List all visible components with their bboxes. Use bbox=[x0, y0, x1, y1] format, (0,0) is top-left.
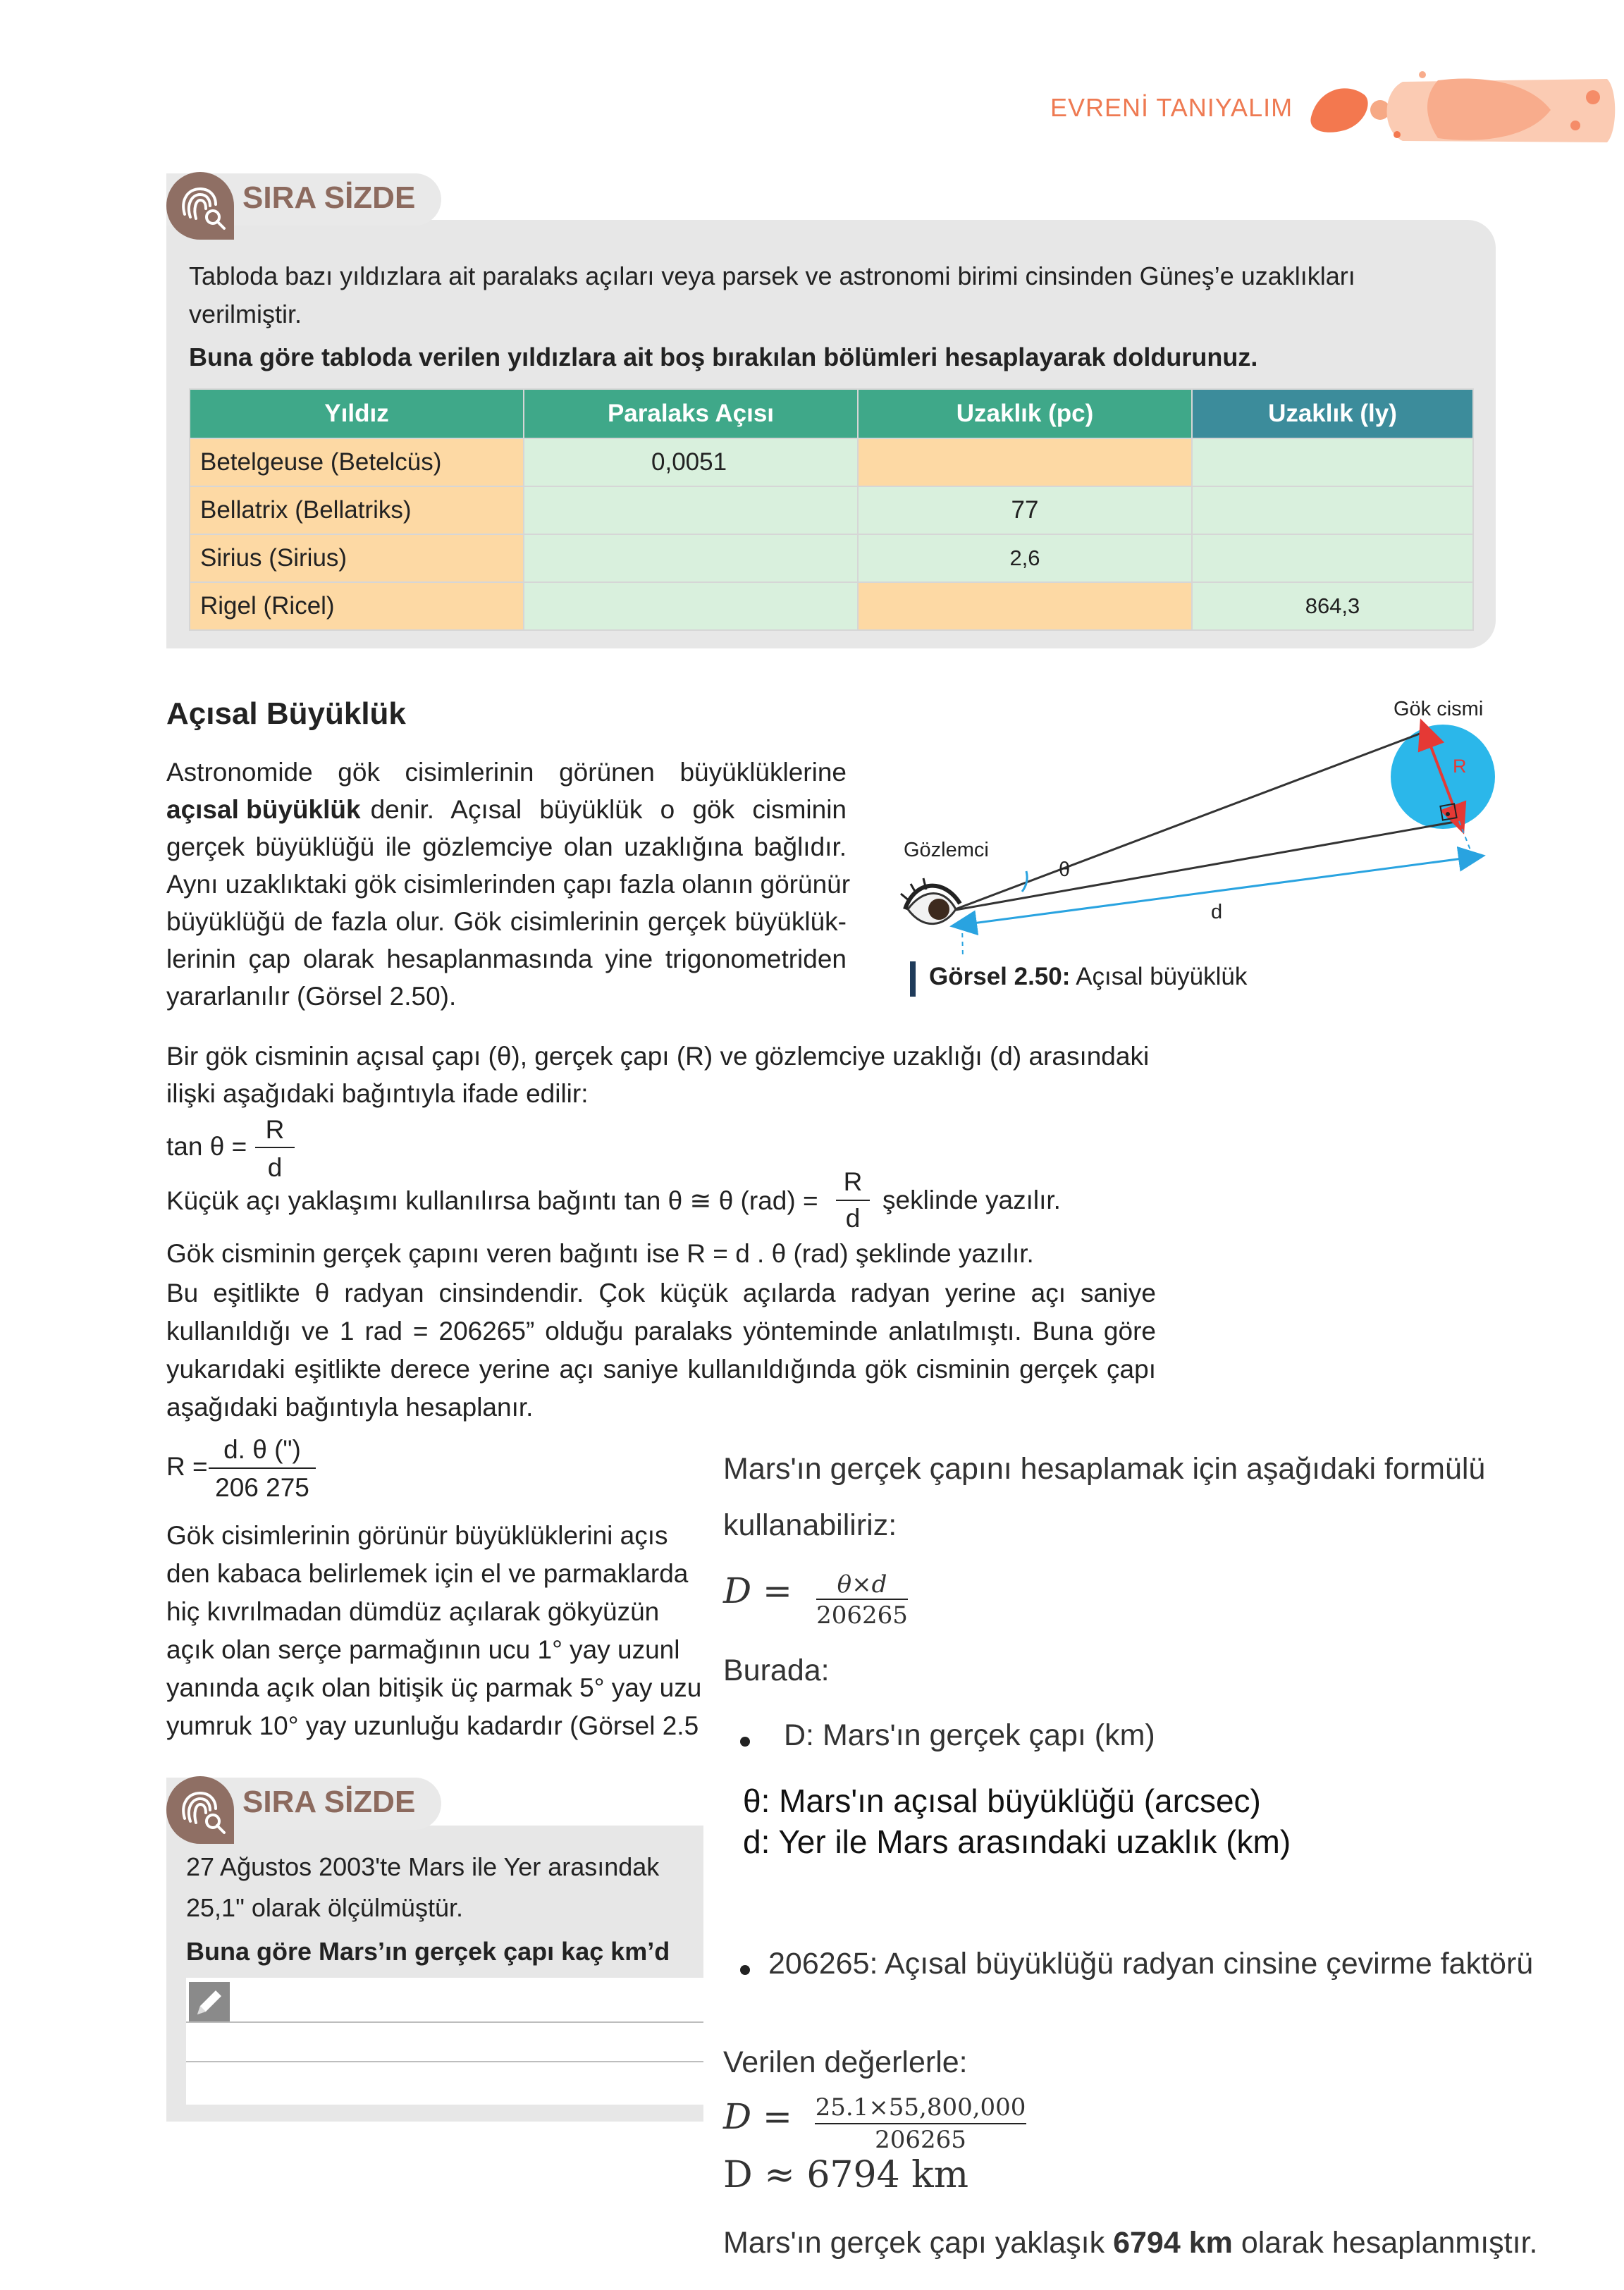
frac-denominator: d bbox=[845, 1204, 861, 1233]
frac-denominator: d bbox=[267, 1153, 283, 1182]
text-line: den kabaca belirlemek için el ve parmaklarda bbox=[166, 1559, 689, 1588]
formula-numerator: θ×d bbox=[837, 1570, 887, 1599]
text-line: Astronomide gök cisimlerinin görünen büyüklüklerine bbox=[166, 758, 847, 787]
formula-lhs: D = bbox=[723, 1570, 792, 1611]
table-header-cell: Uzaklık (ly) bbox=[1192, 389, 1473, 438]
formula-prefix: tan θ = bbox=[166, 1132, 247, 1161]
label-radius: R bbox=[1453, 756, 1467, 777]
label-object: Gök cismi bbox=[1394, 698, 1484, 720]
text-line: gerçek büyüklüğü ile gözlemciye olan uzaklığına bağlıdır. bbox=[166, 832, 847, 861]
fingerprint-icon bbox=[166, 1776, 234, 1844]
table-cell bbox=[858, 438, 1192, 486]
eye-icon bbox=[901, 878, 960, 924]
table-cell: 864,3 bbox=[1192, 582, 1473, 630]
caption-bar bbox=[910, 961, 916, 997]
text-line: lerinin çap olarak hesaplanmasında yine trigonometriden bbox=[166, 944, 847, 973]
table-cell bbox=[1192, 438, 1473, 486]
text-line: aşağıdaki bağıntıyla hesaplanır. bbox=[166, 1393, 534, 1422]
text-line: yukarıdaki eşitlikte derece yerine açı saniye kullanıldığında gök cisminin gerçek çapı bbox=[166, 1355, 1156, 1384]
bold-term: açısal büyüklük bbox=[166, 795, 361, 824]
table-cell: 77 bbox=[858, 486, 1192, 534]
table-cell: Rigel (Ricel) bbox=[190, 582, 524, 630]
fraction-bar bbox=[209, 1467, 316, 1469]
formula-prefix: R = bbox=[166, 1452, 208, 1481]
activity-line1: 27 Ağustos 2003'te Mars ile Yer arasındak bbox=[186, 1852, 660, 1881]
overlay-bullet1: D: Mars'ın gerçek çapı (km) bbox=[784, 1718, 1155, 1752]
fraction-bar bbox=[836, 1200, 870, 1201]
text-line bbox=[166, 795, 847, 825]
pencil-icon bbox=[189, 1982, 230, 2023]
conclusion-prefix: Mars'ın gerçek çapı yaklaşık bbox=[723, 2226, 1105, 2260]
frac-numerator: R bbox=[265, 1115, 285, 1144]
table-header-cell: Uzaklık (pc) bbox=[858, 389, 1192, 438]
answer-area[interactable] bbox=[186, 1978, 708, 2105]
table-cell bbox=[1192, 486, 1473, 534]
calc-denominator: 206265 bbox=[875, 2126, 966, 2154]
table-cell: Betelgeuse (Betelcüs) bbox=[190, 438, 524, 486]
answer-line bbox=[186, 2061, 708, 2062]
overlay-bullet3 bbox=[768, 1947, 1533, 1981]
pasted-answer-overlay bbox=[703, 1417, 1624, 2290]
overlay-theta-line: θ: Mars'ın açısal büyüklüğü (arcsec) bbox=[743, 1783, 1261, 1819]
activity-intro-line2: verilmiştir. bbox=[189, 300, 302, 328]
text-line: ilişki aşağıdaki bağıntıyla ifade edilir: bbox=[166, 1079, 589, 1108]
text-line: Bu eşitlikte θ radyan cinsindendir. Çok küçük açılarda radyan yerine açı saniye bbox=[166, 1279, 1156, 1307]
conclusion-suffix: olarak hesaplanmıştır. bbox=[1241, 2226, 1538, 2260]
overlay-result: D ≈ 6794 km bbox=[723, 2154, 969, 2196]
answer-line bbox=[186, 2021, 708, 2023]
table-header-cell: Paralaks Açısı bbox=[524, 389, 858, 438]
table-cell bbox=[524, 534, 858, 582]
frac-denominator: 206 275 bbox=[215, 1473, 309, 1502]
fraction-bar bbox=[816, 1599, 908, 1600]
overlay-intro-line1: Mars'ın gerçek çapını hesaplamak için aşağıdaki formülü bbox=[723, 1452, 1486, 1486]
fingerprint-icon bbox=[166, 172, 234, 240]
label-observer: Gözlemci bbox=[904, 839, 989, 861]
table-header-cell: Yıldız bbox=[190, 389, 524, 438]
activity-line2: 25,1" olarak ölçülmüştür. bbox=[186, 1893, 463, 1922]
activity-tab-label: SIRA SİZDE bbox=[242, 180, 416, 215]
figure-caption bbox=[929, 963, 1247, 991]
section-title: Açısal Büyüklük bbox=[166, 696, 406, 731]
table-cell: Bellatrix (Bellatriks) bbox=[190, 486, 524, 534]
caption-label: Görsel 2.50: bbox=[929, 963, 1071, 990]
conclusion-value: 6794 km bbox=[1113, 2226, 1233, 2260]
fraction-bar bbox=[255, 1147, 295, 1148]
text-line: büyüklüğü de fazla olur. Gök cisimlerinin gerçek büyüklük- bbox=[166, 907, 847, 936]
overlay-intro-line2: kullanabiliriz: bbox=[723, 1508, 897, 1542]
overlay-burada: Burada: bbox=[723, 1654, 830, 1687]
text-line: hiç kıvrılmadan dümdüz açılarak gökyüzün bbox=[166, 1597, 660, 1626]
real-diameter-line: Gök cisminin gerçek çapını veren bağıntı ise R = d . θ (rad) şeklinde yazılır. bbox=[166, 1239, 1034, 1268]
text-line: Gök cisimlerinin görünür büyüklüklerini açıs bbox=[166, 1521, 668, 1550]
table-row bbox=[190, 582, 1473, 630]
fraction-bar bbox=[815, 2123, 1026, 2124]
table-header-row bbox=[190, 389, 1473, 438]
activity-intro-line1: Tabloda bazı yıldızlara ait paralaks açıları veya parsek ve astronomi birimi cinsinden Güneş’e uzaklıkları bbox=[189, 261, 1355, 290]
text-line: açık olan serçe parmağının ucu 1° yay uzunl bbox=[166, 1635, 680, 1664]
table-row bbox=[190, 486, 1473, 534]
table-cell bbox=[1192, 534, 1473, 582]
table-cell bbox=[858, 582, 1192, 630]
activity-question: Buna göre Mars’ın gerçek çapı kaç km’d bbox=[186, 1937, 670, 1966]
overlay-d-line: d: Yer ile Mars arasındaki uzaklık (km) bbox=[743, 1823, 1291, 1860]
table-row bbox=[190, 534, 1473, 582]
label-distance: d bbox=[1211, 901, 1223, 923]
frac-numerator: d. θ (") bbox=[223, 1435, 301, 1464]
table-cell: Sirius (Sirius) bbox=[190, 534, 524, 582]
text-line: yumruk 10° yay uzunluğu kadardır (Görsel 2.5 bbox=[166, 1711, 699, 1740]
text-line: Aynı uzaklıktaki gök cisimlerinden çapı fazla olanın görünür bbox=[166, 870, 851, 899]
text-line: Bir gök cisminin açısal çapı (θ), gerçek çapı (R) ve gözlemciye uzaklığı (d) arasındaki bbox=[166, 1042, 1150, 1071]
table-cell bbox=[524, 486, 858, 534]
calc-lhs: D = bbox=[723, 2096, 792, 2137]
overlay-bullet3-text: 206265: Açısal büyüklüğü radyan cinsine çevirme faktörü bbox=[768, 1947, 1534, 1981]
small-angle-text: Küçük açı yaklaşımı kullanılırsa bağıntı tan θ ≅ θ (rad) = bbox=[166, 1186, 818, 1215]
chapter-title: EVRENİ TANIYALIM bbox=[1050, 93, 1293, 122]
calc-numerator: 25.1×55,800,000 bbox=[815, 2093, 1026, 2122]
activity-tab-label: SIRA SİZDE bbox=[242, 1785, 416, 1819]
label-theta: θ bbox=[1059, 858, 1071, 881]
table-cell bbox=[524, 582, 858, 630]
header-decoration bbox=[1297, 68, 1624, 149]
text-line: yanında açık olan bitişik üç parmak 5° yay uzu bbox=[166, 1673, 702, 1702]
text-line-rest: denir. Açısal büyüklük o gök cisminin bbox=[370, 795, 847, 824]
stars-table bbox=[189, 388, 1474, 631]
overlay-conclusion bbox=[723, 2226, 1537, 2260]
caption-text: Açısal büyüklük bbox=[1076, 963, 1248, 990]
frac-numerator: R bbox=[843, 1167, 863, 1196]
activity-instruction: Buna göre tabloda verilen yıldızlara ait boş bırakılan bölümleri hesaplayarak doldurunuz. bbox=[189, 343, 1258, 371]
small-angle-suffix: şeklinde yazılır. bbox=[882, 1186, 1061, 1214]
formula-denominator: 206265 bbox=[816, 1601, 908, 1630]
bullet-dot bbox=[740, 1737, 750, 1747]
text-line: kullanıldığı ve 1 rad = 206265” olduğu paralaks yönteminde anlatılmıştı. Buna göre bbox=[166, 1317, 1156, 1346]
overlay-given: Verilen değerlerle: bbox=[723, 2045, 968, 2079]
bullet-dot bbox=[740, 1965, 750, 1975]
table-cell: 0,0051 bbox=[524, 438, 858, 486]
table-cell: 2,6 bbox=[858, 534, 1192, 582]
table-row bbox=[190, 438, 1473, 486]
text-line: yararlanılır (Görsel 2.50). bbox=[166, 982, 457, 1011]
